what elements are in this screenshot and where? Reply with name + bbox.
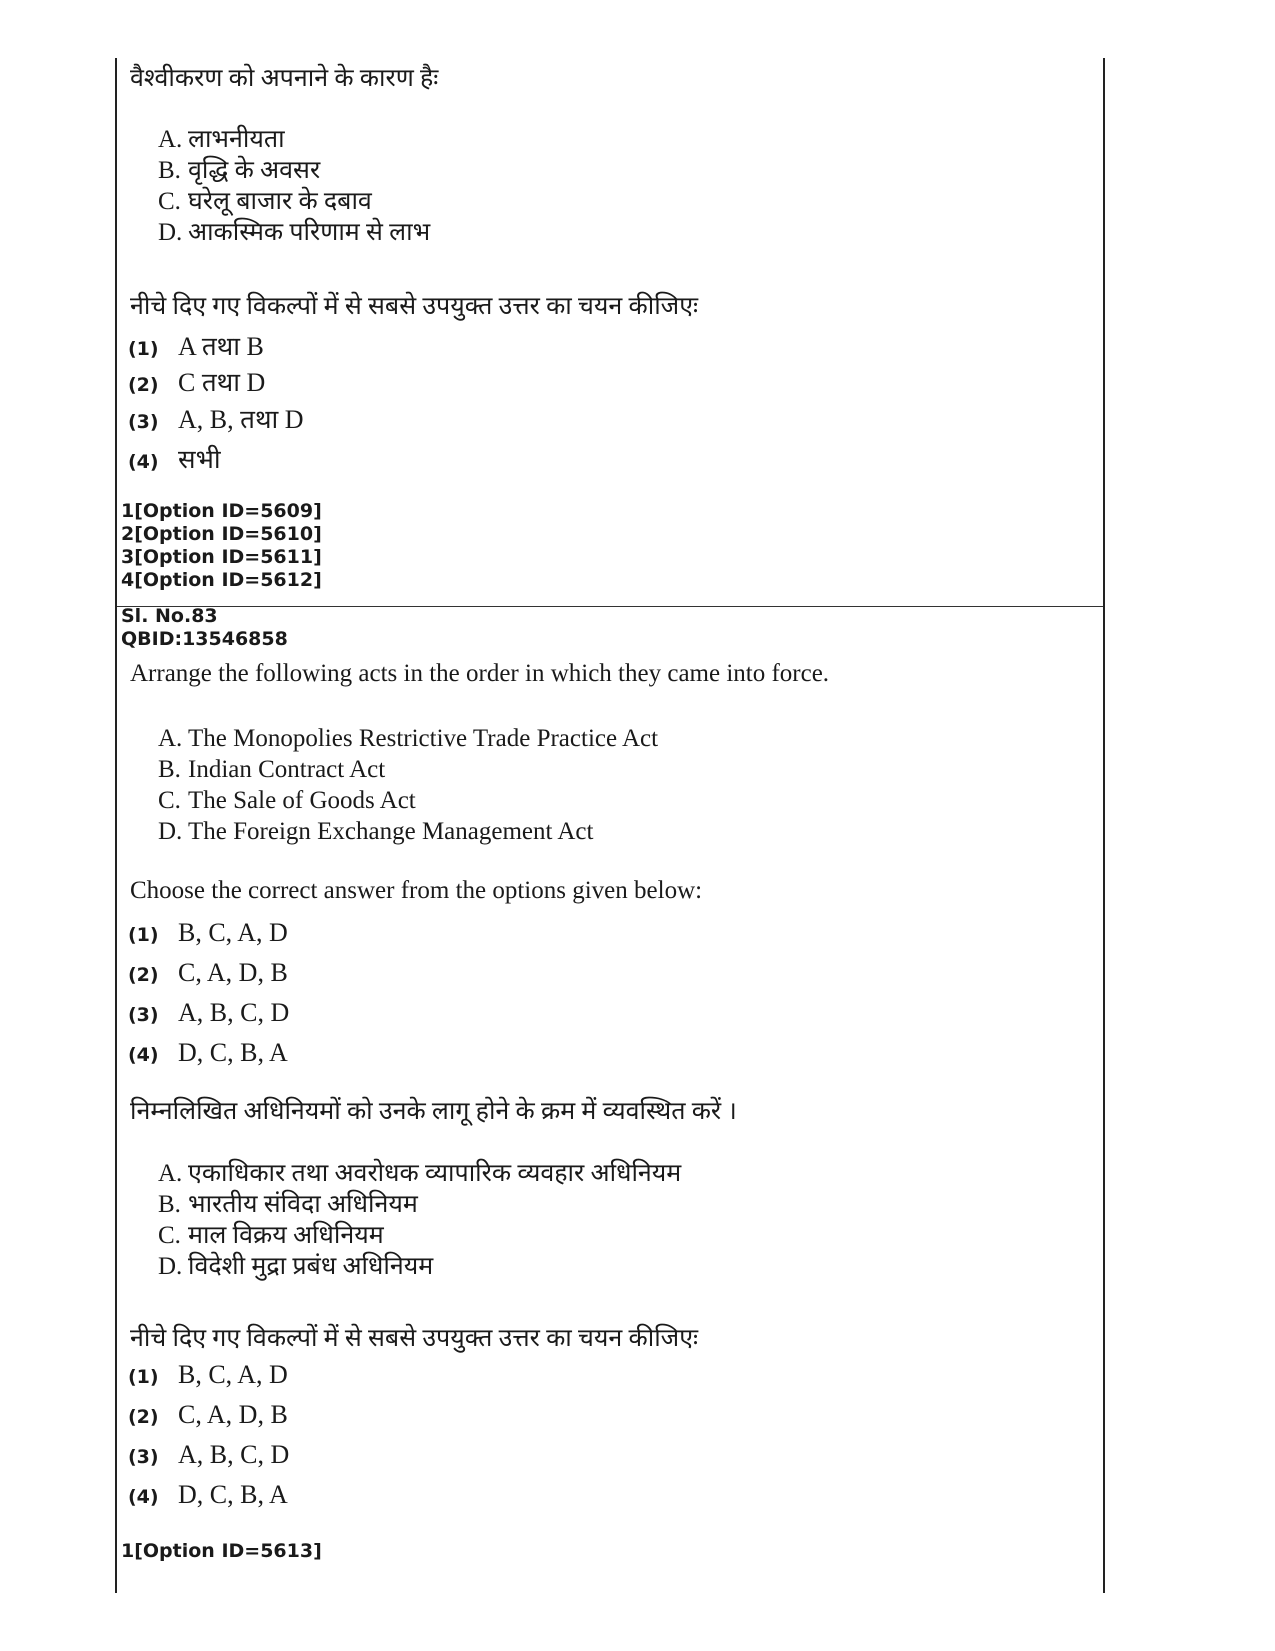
answer-option: (4) D, C, B, A xyxy=(128,1038,288,1067)
question-stem-english: Arrange the following acts in the order in which they came into force. xyxy=(130,660,830,687)
question-stem-hindi: निम्नलिखित अधिनियमों को उनके लागू होने के क्रम में व्यवस्थित करें । xyxy=(130,1098,737,1125)
statement-item: A. लाभनीयता xyxy=(158,126,285,153)
option-id: 3[Option ID=5611] xyxy=(121,546,322,568)
answer-option: (2) C, A, D, B xyxy=(128,958,288,987)
qbid: QBID:13546858 xyxy=(121,628,288,650)
answer-option: (2) C तथा D xyxy=(128,368,266,397)
option-id: 1[Option ID=5613] xyxy=(121,1540,322,1562)
option-id: 1[Option ID=5609] xyxy=(121,500,322,522)
statement-list-hindi xyxy=(158,1158,681,1282)
answer-option: (2) C, A, D, B xyxy=(128,1400,288,1429)
answer-option: (1) B, C, A, D xyxy=(128,918,288,947)
statement-item: C. घरेलू बाजार के दबाव xyxy=(158,188,372,215)
statement-item: D. आकस्मिक परिणाम से लाभ xyxy=(158,219,431,246)
option-id: 4[Option ID=5612] xyxy=(121,569,322,591)
statement-item: D. The Foreign Exchange Management Act xyxy=(158,818,594,845)
statement-item: B. Indian Contract Act xyxy=(158,756,386,783)
statement-item: D. विदेशी मुद्रा प्रबंध अधिनियम xyxy=(158,1253,434,1280)
statement-item: C. माल विक्रय अधिनियम xyxy=(158,1222,384,1249)
answer-option: (3) A, B, C, D xyxy=(128,1440,290,1469)
statement-item: A. The Monopolies Restrictive Trade Practice Act xyxy=(158,725,659,752)
statement-item: C. The Sale of Goods Act xyxy=(158,787,416,814)
answer-option: (3) A, B, C, D xyxy=(128,998,290,1027)
question-instruction-english: Choose the correct answer from the options given below: xyxy=(130,877,703,904)
answer-option: (3) A, B, तथा D xyxy=(128,405,304,434)
answer-option: (4) सभी xyxy=(128,445,221,474)
statement-list xyxy=(158,124,430,248)
answer-option: (1) B, C, A, D xyxy=(128,1360,288,1389)
statement-list-english xyxy=(158,723,658,847)
question-header xyxy=(121,605,288,651)
option-id: 2[Option ID=5610] xyxy=(121,523,322,545)
answer-option: (1) A तथा B xyxy=(128,332,264,361)
statement-item: B. वृद्धि के अवसर xyxy=(158,157,321,184)
question-stem: वैश्वीकरण को अपनाने के कारण हैः xyxy=(130,65,439,92)
serial-number: Sl. No.83 xyxy=(121,605,218,627)
statement-item: B. भारतीय संविदा अधिनियम xyxy=(158,1191,418,1218)
question-instruction: नीचे दिए गए विकल्पों में से सबसे उपयुक्त उत्तर का चयन कीजिएः xyxy=(130,293,699,320)
option-id-list xyxy=(121,500,322,592)
answer-option: (4) D, C, B, A xyxy=(128,1480,288,1509)
question-instruction-hindi: नीचे दिए गए विकल्पों में से सबसे उपयुक्त उत्तर का चयन कीजिएः xyxy=(130,1325,699,1352)
statement-item: A. एकाधिकार तथा अवरोधक व्यापारिक व्यवहार अधिनियम xyxy=(158,1160,682,1187)
